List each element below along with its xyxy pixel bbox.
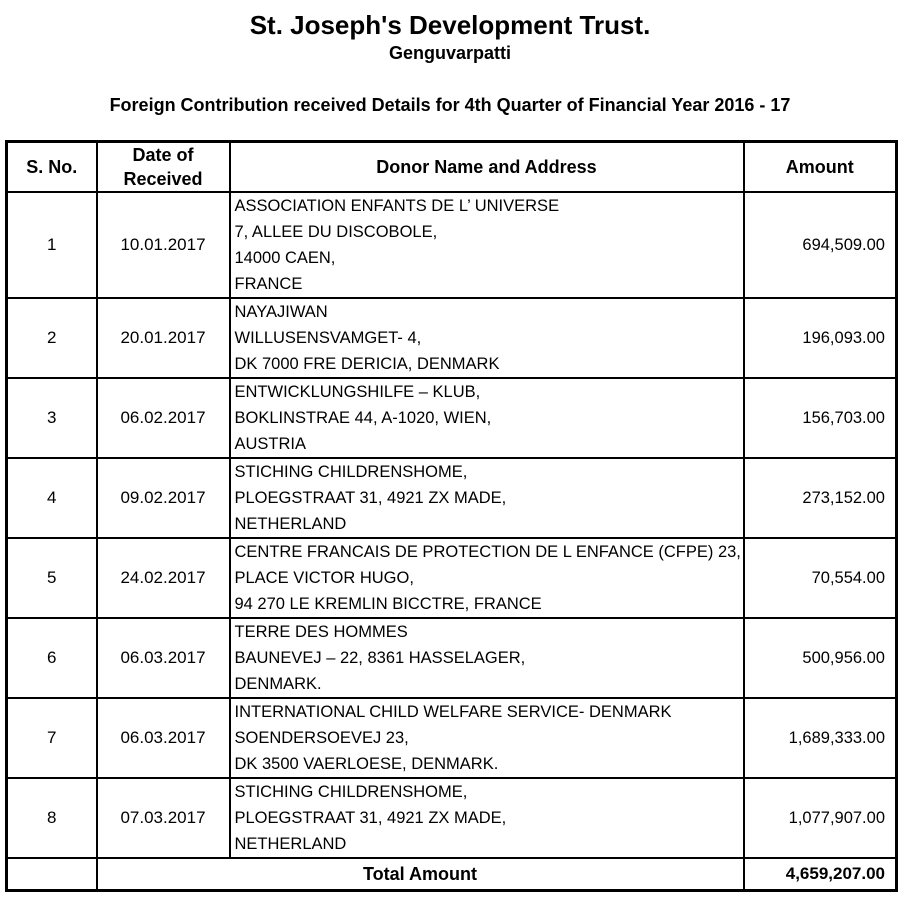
row-sno: 1 xyxy=(7,192,97,298)
table-row xyxy=(7,538,897,618)
total-row xyxy=(7,858,897,891)
donor-address-line: ENTWICKLUNGSHILFE – KLUB, xyxy=(234,383,481,401)
row-date: 20.01.2017 xyxy=(97,298,230,378)
row-sno: 3 xyxy=(7,378,97,458)
donor-address-line: NAYAJIWAN xyxy=(234,303,328,321)
row-amount: 1,077,907.00 xyxy=(744,778,897,858)
row-amount: 694,509.00 xyxy=(744,192,897,298)
table-row xyxy=(7,378,897,458)
row-amount: 196,093.00 xyxy=(744,298,897,378)
row-donor xyxy=(230,698,744,778)
donor-address-line: WILLUSENSVAMGET- 4, xyxy=(234,329,422,347)
donor-address-line: DK 7000 FRE DERICIA, DENMARK xyxy=(234,355,500,373)
row-amount: 156,703.00 xyxy=(744,378,897,458)
row-amount: 70,554.00 xyxy=(744,538,897,618)
donor-address-line: PLACE VICTOR HUGO, xyxy=(234,569,414,587)
donor-address-line: NETHERLAND xyxy=(234,515,347,533)
table-row xyxy=(7,778,897,858)
row-amount: 1,689,333.00 xyxy=(744,698,897,778)
donor-address-line: DK 3500 VAERLOESE, DENMARK. xyxy=(234,755,499,773)
donor-address-line: PLOEGSTRAAT 31, 4921 ZX MADE, xyxy=(234,489,507,507)
row-date: 06.03.2017 xyxy=(97,698,230,778)
table-header xyxy=(7,142,897,193)
col-header-sno: S. No. xyxy=(7,142,97,193)
row-date: 06.02.2017 xyxy=(97,378,230,458)
document-subtitle: Genguvarpatti xyxy=(388,43,512,63)
table-row xyxy=(7,298,897,378)
donor-address-line: BAUNEVEJ – 22, 8361 HASSELAGER, xyxy=(234,649,526,667)
row-date: 09.02.2017 xyxy=(97,458,230,538)
row-sno: 5 xyxy=(7,538,97,618)
donor-address-line: FRANCE xyxy=(234,275,303,293)
row-donor xyxy=(230,778,744,858)
donor-address-line: PLOEGSTRAAT 31, 4921 ZX MADE, xyxy=(234,809,507,827)
row-amount: 273,152.00 xyxy=(744,458,897,538)
donor-address-line: STICHING CHILDRENSHOME, xyxy=(234,783,468,801)
row-date: 24.02.2017 xyxy=(97,538,230,618)
report-caption: Foreign Contribution received Details for 4th Quarter of Financial Year 2016 - 17 xyxy=(109,95,791,115)
donor-address-line: NETHERLAND xyxy=(234,835,347,853)
col-header-amount: Amount xyxy=(744,142,897,193)
row-sno: 2 xyxy=(7,298,97,378)
table-footer xyxy=(7,858,897,891)
row-donor xyxy=(230,378,744,458)
contributions-table xyxy=(5,140,898,892)
col-header-donor: Donor Name and Address xyxy=(230,142,744,193)
total-empty-cell xyxy=(7,858,97,891)
row-date: 06.03.2017 xyxy=(97,618,230,698)
table-row xyxy=(7,618,897,698)
table-row xyxy=(7,458,897,538)
table-body xyxy=(7,192,897,858)
donor-address-line: ASSOCIATION ENFANTS DE L’ UNIVERSE xyxy=(234,197,560,215)
row-sno: 7 xyxy=(7,698,97,778)
table-row xyxy=(7,698,897,778)
header-row xyxy=(7,142,897,193)
row-date: 07.03.2017 xyxy=(97,778,230,858)
row-date: 10.01.2017 xyxy=(97,192,230,298)
row-donor xyxy=(230,298,744,378)
donor-address-line: INTERNATIONAL CHILD WELFARE SERVICE- DENMARK xyxy=(234,703,672,721)
donor-address-line: 7, ALLEE DU DISCOBOLE, xyxy=(234,223,438,241)
table-row xyxy=(7,192,897,298)
row-sno: 4 xyxy=(7,458,97,538)
row-donor xyxy=(230,618,744,698)
donor-address-line: TERRE DES HOMMES xyxy=(234,623,408,641)
total-amount: 4,659,207.00 xyxy=(744,858,897,891)
document-title: St. Joseph's Development Trust. xyxy=(249,10,651,40)
col-header-date: Date of Received xyxy=(97,142,230,193)
row-donor xyxy=(230,538,744,618)
donor-address-line: BOKLINSTRAE 44, A-1020, WIEN, xyxy=(234,409,492,427)
donor-address-line: 14000 CAEN, xyxy=(234,249,336,267)
row-sno: 8 xyxy=(7,778,97,858)
donor-address-line: AUSTRIA xyxy=(234,435,307,453)
donor-address-line: SOENDERSOEVEJ 23, xyxy=(234,729,409,747)
donor-address-line: 94 270 LE KREMLIN BICCTRE, FRANCE xyxy=(234,595,542,613)
row-sno: 6 xyxy=(7,618,97,698)
row-donor xyxy=(230,192,744,298)
row-donor xyxy=(230,458,744,538)
donor-address-line: DENMARK. xyxy=(234,675,322,693)
donor-address-line: STICHING CHILDRENSHOME, xyxy=(234,463,468,481)
row-amount: 500,956.00 xyxy=(744,618,897,698)
total-label: Total Amount xyxy=(97,858,744,891)
donor-address-line: CENTRE FRANCAIS DE PROTECTION DE L ENFANCE (CFPE) 23, xyxy=(234,543,741,561)
